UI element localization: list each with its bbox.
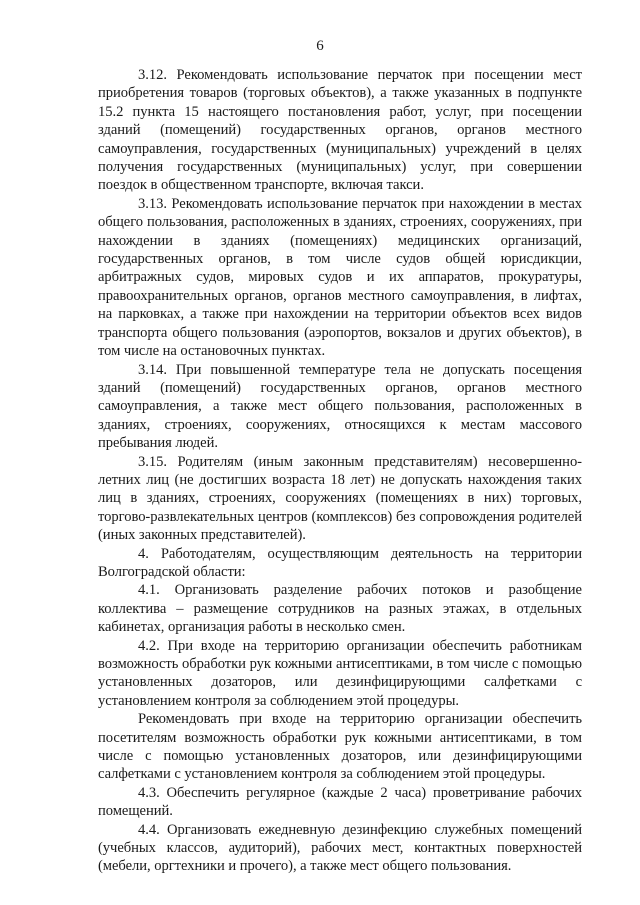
paragraph-4-2: 4.2. При входе на территорию организации обеспечить работникам возможность обработки рук кожными антисептиками, в том числе с помощью установленных дозаторов, или дезинфицирующими салфетками с установлением контроля за соблюдением этой процедуры.	[98, 637, 582, 709]
paragraph-4-3: 4.3. Обеспечить регулярное (каждые 2 часа) проветривание рабочих помещений.	[98, 784, 582, 820]
paragraph-4-4: 4.4. Организовать ежедневную дезинфекцию служебных помещений (учебных классов, аудиторий), рабочих мест, контактных поверхностей (мебели, оргтехники и прочего), а также мест общего пользования.	[98, 821, 582, 875]
paragraph-3-13: 3.13. Рекомендовать использование перчаток при нахождении в местах общего пользования, расположенных в зданиях, строениях, сооружениях, при нахождении в зданиях (помещениях) медицинских организаций, государственных органов, в том числе судов общей юрисдикции, арбитражных судов, мировых судов и их аппаратов, прокуратуры, правоохранительных органов, органов местного самоуправления, в лифтах, на парковках, а также при нахождении на территории объектов всех видов транспорта общего пользования (аэропортов, вокзалов и других объектов), в том числе на остановочных пунктах.	[98, 195, 582, 360]
paragraph-4-1: 4.1. Организовать разделение рабочих потоков и разобщение коллектива – размещение сотрудников на разных этажах, в отдельных кабинетах, организация работы в несколько смен.	[98, 582, 582, 636]
paragraph-4-2-recommendation: Рекомендовать при входе на территорию организации обеспечить посетителям возможность обработки рук кожными антисептиками, в том числе с помощью установленных дозаторов, или дезинфицирующими салфетками с установлением контроля за соблюдением этой процедуры.	[98, 711, 582, 783]
paragraph-3-14: 3.14. При повышенной температуре тела не допускать посещения зданий (помещений) государственных органов, органов местного самоуправления, а также мест общего пользования, расположенных в зданиях, строениях, сооружениях, относящихся к местам массового пребывания людей.	[98, 361, 582, 452]
paragraph-3-15: 3.15. Родителям (иным законным представителям) несовершенно-летних лиц (не достигших возраста 18 лет) не допускать нахождения таких лиц в зданиях, строениях, сооружениях (помещениях в них) торговых, торгово-развлекательных центров (комплексов) без сопровождения родителей (иных законных представителей).	[98, 453, 582, 544]
paragraph-4: 4. Работодателям, осуществляющим деятельность на территории Волгоградской области:	[98, 545, 582, 580]
page-number: 6	[316, 38, 324, 54]
document-body	[98, 66, 582, 876]
paragraph-3-12: 3.12. Рекомендовать использование перчаток при посещении мест приобретения товаров (торговых объектов), а также указанных в подпункте 15.2 пункта 15 настоящего постановления работ, услуг, при посещении зданий (помещений) государственных органов, органов местного самоуправления, государственных (муниципальных) учреждений в целях получения государственных (муниципальных) услуг, при совершении поездок в общественном транспорте, включая такси.	[98, 67, 582, 194]
